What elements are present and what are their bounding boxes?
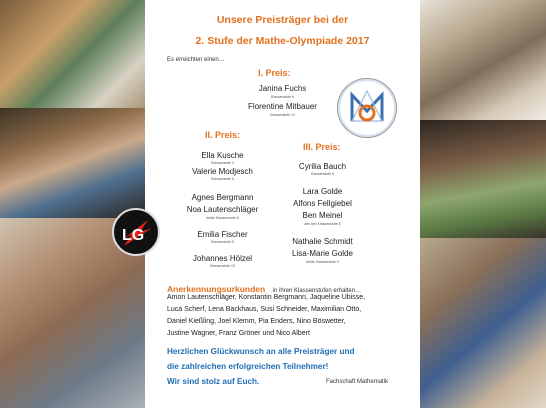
prize3-class: Klassenstufe 5 <box>311 172 334 176</box>
prize1-name: Florentine Mitbauer <box>248 102 317 111</box>
recognition-line: Daniel Kießling, Joel Klemm, Pia Enders, Nino Böswetter, <box>167 318 346 325</box>
prize2-class: Klassenstufe 3 <box>211 161 234 165</box>
prize3-name: Cyrilia Bauch <box>298 162 347 171</box>
prize2-heading: II. Preis: <box>205 130 241 140</box>
photo-students-test <box>420 238 546 408</box>
prize3-class: alle drei Klassenstufe 8 <box>304 222 341 226</box>
photo-boy-writing <box>0 0 145 108</box>
recognition-heading: Anerkennungsurkunden <box>167 284 266 294</box>
prize2-class: Klassenstufe 6 <box>211 177 234 181</box>
intro-text: Es erreichten einen… <box>167 57 225 63</box>
recognition-line: Luca Scherf, Lena Backhaus, Susi Schneider, Maximilian Otto, <box>167 306 362 313</box>
photo-classroom-top <box>420 0 546 120</box>
prize2-class: beide Klassenstufe 8 <box>206 216 239 220</box>
prize2-class: Klassenstufe 10 <box>210 264 235 268</box>
right-photo-collage <box>420 0 546 408</box>
prize3-name: Lisa-Marie Golde <box>292 249 353 258</box>
prize3-name: Nathalie Schmidt <box>292 237 353 246</box>
recognition-line: Amon Lautenschläger, Konstantin Bergmann, Jaqueline Ubisse, <box>167 294 366 301</box>
prize3-heading: III. Preis: <box>303 142 341 152</box>
mathe-olympiade-logo <box>337 78 397 138</box>
poster-title-line2: 2. Stufe der Mathe-Olympiade 2017 <box>195 35 370 47</box>
prize2-name: Ella Kusche <box>201 151 244 160</box>
closing-line: Wir sind stolz auf Euch. <box>167 377 260 386</box>
prize3-name: Alfons Fellgiebel <box>293 199 352 208</box>
prize3-name: Ben Meinel <box>302 211 343 220</box>
prize2-class: Klassenstufe 9 <box>211 240 234 244</box>
prize3-name: Lara Golde <box>302 187 343 196</box>
mo-logo-icon <box>338 79 396 137</box>
lg-school-logo <box>112 208 160 256</box>
prize2-name: Valerie Modjesch <box>192 167 253 176</box>
closing-line: Herzlichen Glückwunsch an alle Preisträger und <box>167 347 355 356</box>
svg-text:LG: LG <box>122 227 145 244</box>
prize1-heading: I. Preis: <box>258 68 291 78</box>
left-photo-collage <box>0 0 145 408</box>
photo-girl-writing <box>0 108 145 218</box>
prize2-name: Agnes Bergmann <box>191 193 254 202</box>
closing-line: die zahlreichen erfolgreichen Teilnehmer! <box>167 362 329 371</box>
prize2-name: Noa Lautenschläger <box>186 205 259 214</box>
prize1-class: Klassenstufe 10 <box>270 113 295 117</box>
prize1-name: Janina Fuchs <box>258 84 307 93</box>
award-poster <box>122 0 420 408</box>
prize1-class: Klassenstufe 6 <box>271 95 294 99</box>
recognition-line: Justine Wagner, Franz Gröner und Nico Albert <box>167 330 310 337</box>
prize2-name: Johannes Hölzel <box>192 254 253 263</box>
poster-title-line1: Unsere Preisträger bei der <box>216 14 349 26</box>
prize3-class: beide Klassenstufe 9 <box>306 260 339 264</box>
prize2-name: Emilia Fischer <box>197 230 248 239</box>
lg-logo-icon <box>114 210 158 254</box>
signature: Fachschaft Mathematik <box>326 379 389 385</box>
recognition-suffix: in ihren Klassenstufen erhalten… <box>272 288 362 294</box>
photo-girl-green-table <box>420 120 546 238</box>
